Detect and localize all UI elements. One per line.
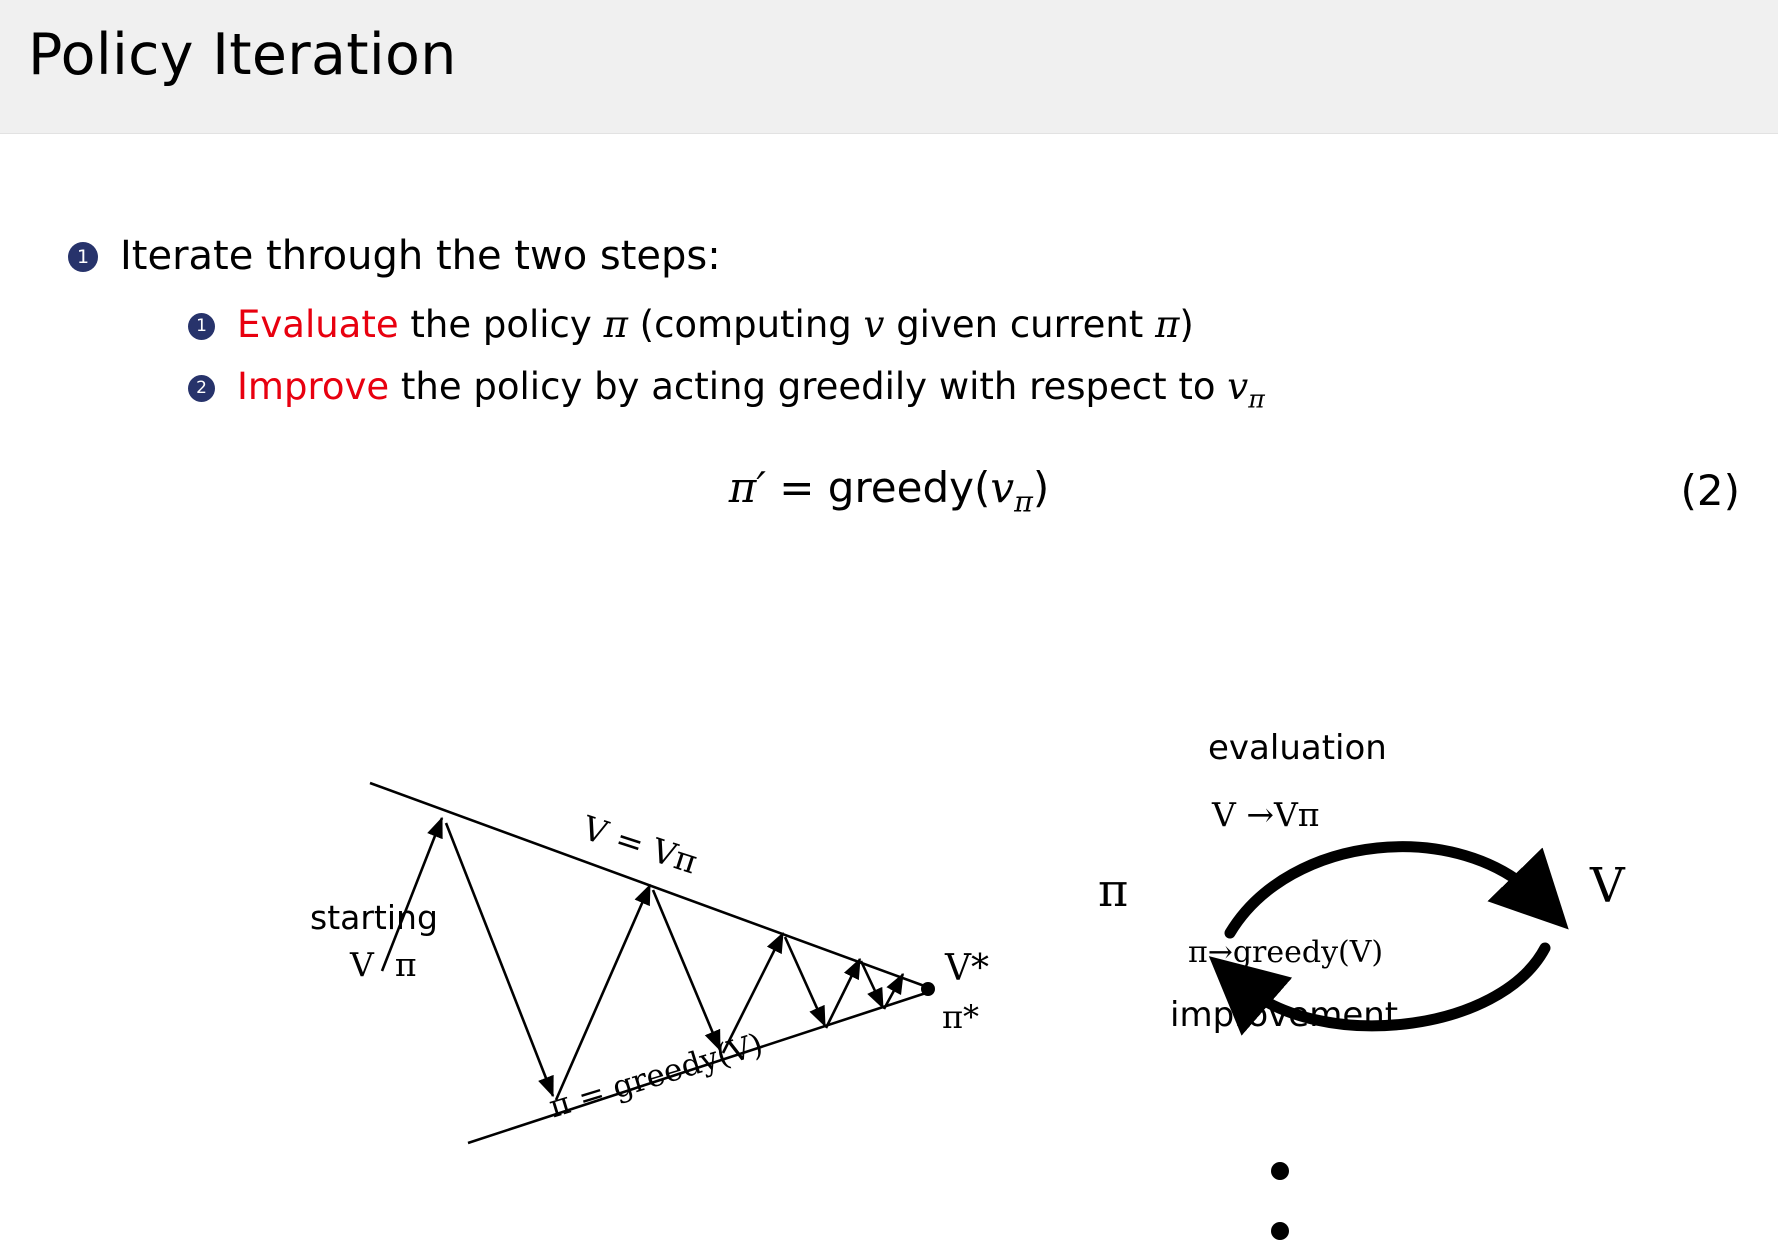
keyword-evaluate: Evaluate	[237, 303, 399, 346]
bullet-level2-text-improve	[237, 365, 1265, 413]
equation-rhs-fn: greedy(	[827, 463, 991, 512]
zigzag-arrow-2	[446, 823, 553, 1096]
label-evaluation: evaluation	[1208, 728, 1387, 768]
dot-1	[1271, 1162, 1289, 1180]
policy-improvement-equation	[729, 463, 1050, 518]
label-top-vpi: Vπ	[646, 830, 703, 882]
label-top-eq: =	[610, 818, 649, 865]
policy-iteration-convergence-diagram	[310, 773, 1140, 1243]
label-top-v: V	[577, 808, 613, 853]
bullet-level2-text-evaluate	[237, 303, 1194, 346]
evaluate-v: v	[863, 303, 885, 346]
evaluate-rest-a: the policy	[398, 303, 604, 346]
evaluation-arc	[1230, 847, 1538, 933]
label-improvement-arrow: π→greedy(V)	[1188, 935, 1384, 970]
zigzag-arrow-7	[826, 959, 860, 1028]
label-pi: π	[1098, 863, 1129, 917]
evaluate-pi-1: π	[603, 303, 628, 346]
label-pi-equals-greedy: π = greedy(V)	[545, 1026, 768, 1126]
label-improvement: improvement	[1170, 995, 1399, 1035]
generalized-policy-iteration-cycle	[1098, 728, 1720, 1253]
slide-header	[0, 0, 1778, 134]
evaluate-pi-2: π	[1155, 303, 1180, 346]
label-v: V	[1590, 858, 1625, 914]
sub-bullet-number-badge-1: 1	[188, 313, 215, 340]
zigzag-arrow-6	[785, 937, 825, 1026]
page-title: Policy Iteration	[28, 22, 457, 88]
bullet-level1-text: Iterate through the two steps:	[120, 233, 721, 279]
evaluate-rest-c: given current	[884, 303, 1156, 346]
equation-row	[0, 463, 1778, 518]
equation-rhs-v: v	[990, 463, 1015, 512]
label-starting-pi: π	[394, 945, 417, 984]
label-pi-star: π*	[942, 998, 980, 1036]
slide-content	[0, 133, 1778, 1244]
label-evaluation-arrow: V →Vπ	[1212, 795, 1320, 834]
evaluate-rest-d: )	[1179, 303, 1194, 346]
fixed-point-dot	[921, 982, 935, 996]
improve-v-subscript: π	[1248, 384, 1265, 414]
improve-rest-a: the policy by acting greedily with respect to	[389, 365, 1228, 408]
label-v-star: V*	[945, 948, 989, 989]
label-starting-v: V	[350, 945, 374, 984]
evaluate-rest-b: (computing	[627, 303, 864, 346]
equation-rhs-close: )	[1032, 463, 1050, 512]
label-starting: starting	[310, 898, 438, 937]
bullet-level1	[68, 233, 721, 279]
bullet-level2-improve	[188, 365, 1265, 413]
bullet-level2-evaluate	[188, 303, 1194, 346]
equation-equals: =	[779, 463, 815, 512]
equation-number: (2)	[1680, 466, 1740, 515]
equation-rhs-subscript: π	[1014, 484, 1033, 519]
bullet-number-badge: 1	[68, 242, 98, 272]
improve-v: v	[1227, 365, 1249, 408]
keyword-improve: Improve	[237, 365, 390, 408]
convergence-diagram-svg	[320, 773, 1140, 1243]
label-starting-v-pi	[350, 945, 417, 984]
dot-2	[1271, 1222, 1289, 1240]
zigzag-arrow-4	[653, 890, 720, 1050]
sub-bullet-number-badge-2: 2	[188, 375, 215, 402]
equation-lhs: π′	[728, 463, 766, 512]
